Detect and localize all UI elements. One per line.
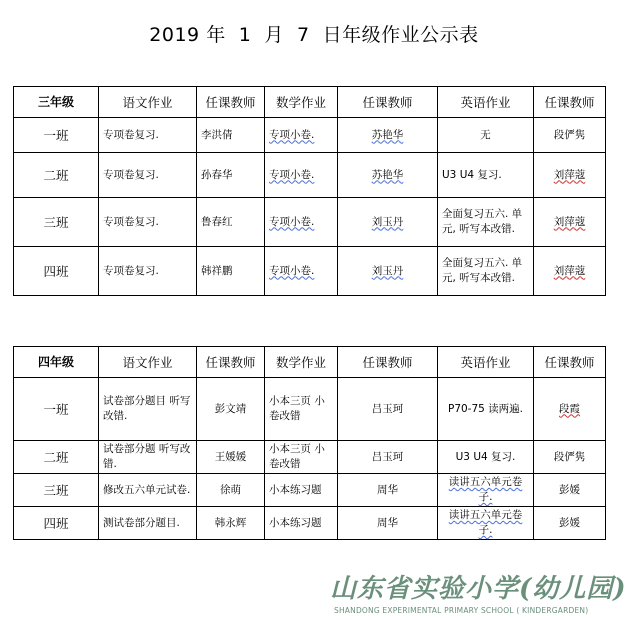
header-chinese-teacher: 任课教师 bbox=[197, 347, 265, 378]
english-teacher: 彭媛 bbox=[534, 507, 606, 540]
english-homework-text: 读讲五六单元卷子. bbox=[448, 476, 523, 503]
grade-label: 三年级 bbox=[14, 87, 99, 118]
page-title: 2019 年 1 月 7 日年级作业公示表 bbox=[149, 24, 479, 46]
math-homework bbox=[265, 247, 338, 296]
chinese-homework: 专项卷复习. bbox=[99, 153, 197, 198]
class-name: 二班 bbox=[14, 153, 99, 198]
chinese-homework: 试卷部分题目 听写改错. bbox=[99, 378, 197, 441]
math-teacher-text: 刘玉丹 bbox=[371, 264, 404, 277]
table-row bbox=[14, 118, 606, 153]
class-name: 四班 bbox=[14, 247, 99, 296]
math-teacher: 周华 bbox=[338, 507, 438, 540]
header-english-teacher: 任课教师 bbox=[534, 347, 606, 378]
math-teacher: 吕玉珂 bbox=[338, 441, 438, 474]
math-homework: 小本练习题 bbox=[265, 507, 338, 540]
math-teacher: 周华 bbox=[338, 474, 438, 507]
english-teacher bbox=[534, 198, 606, 247]
header-math-teacher: 任课教师 bbox=[338, 87, 438, 118]
chinese-homework: 专项卷复习. bbox=[99, 198, 197, 247]
chinese-teacher: 孙春华 bbox=[197, 153, 265, 198]
header-chinese-teacher: 任课教师 bbox=[197, 87, 265, 118]
chinese-homework: 试卷部分题 听写改错. bbox=[99, 441, 197, 474]
english-homework: 全面复习五六. 单元, 听写本改错. bbox=[438, 247, 534, 296]
header-chinese-homework: 语文作业 bbox=[99, 347, 197, 378]
school-logo-chinese: 山东省实验小学(幼儿园) bbox=[330, 574, 627, 604]
math-homework bbox=[265, 153, 338, 198]
math-homework-text: 专项小卷. bbox=[269, 264, 315, 277]
math-homework: 小本练习题 bbox=[265, 474, 338, 507]
table-header-row bbox=[14, 87, 606, 118]
english-teacher bbox=[534, 247, 606, 296]
math-teacher-text: 苏艳华 bbox=[371, 128, 404, 141]
math-teacher bbox=[338, 153, 438, 198]
math-teacher bbox=[338, 247, 438, 296]
math-teacher bbox=[338, 198, 438, 247]
math-teacher bbox=[338, 118, 438, 153]
math-homework-text: 专项小卷. bbox=[269, 215, 315, 228]
chinese-teacher: 韩永辉 bbox=[197, 507, 265, 540]
class-name: 二班 bbox=[14, 441, 99, 474]
header-math-teacher: 任课教师 bbox=[338, 347, 438, 378]
chinese-teacher: 鲁春红 bbox=[197, 198, 265, 247]
math-homework bbox=[265, 118, 338, 153]
math-homework-text: 专项小卷. bbox=[269, 168, 315, 181]
english-homework: U3 U4 复习. bbox=[438, 153, 534, 198]
table-row bbox=[14, 153, 606, 198]
class-name: 三班 bbox=[14, 198, 99, 247]
math-teacher-text: 苏艳华 bbox=[371, 168, 404, 181]
grade4-homework-table bbox=[13, 346, 606, 540]
table-row bbox=[14, 247, 606, 296]
math-homework: 小本三页 小卷改错 bbox=[265, 441, 338, 474]
class-name: 三班 bbox=[14, 474, 99, 507]
chinese-teacher: 李洪倩 bbox=[197, 118, 265, 153]
english-homework: P70-75 读两遍. bbox=[438, 378, 534, 441]
math-homework bbox=[265, 198, 338, 247]
grade-label: 四年级 bbox=[14, 347, 99, 378]
chinese-homework: 测试卷部分题目. bbox=[99, 507, 197, 540]
english-teacher-text: 刘萍蔻 bbox=[553, 264, 586, 277]
table-row bbox=[14, 474, 606, 507]
header-english-teacher: 任课教师 bbox=[534, 87, 606, 118]
header-english-homework: 英语作业 bbox=[438, 347, 534, 378]
english-teacher-text: 刘萍蔻 bbox=[553, 168, 586, 181]
header-math-homework: 数学作业 bbox=[265, 347, 338, 378]
english-homework bbox=[438, 507, 534, 540]
chinese-teacher: 王媛媛 bbox=[197, 441, 265, 474]
english-teacher-text: 刘萍蔻 bbox=[553, 215, 586, 228]
header-english-homework: 英语作业 bbox=[438, 87, 534, 118]
table-header-row bbox=[14, 347, 606, 378]
class-name: 一班 bbox=[14, 378, 99, 441]
english-teacher bbox=[534, 378, 606, 441]
english-teacher: 彭媛 bbox=[534, 474, 606, 507]
header-chinese-homework: 语文作业 bbox=[99, 87, 197, 118]
header-math-homework: 数学作业 bbox=[265, 87, 338, 118]
english-teacher bbox=[534, 153, 606, 198]
chinese-teacher: 徐萌 bbox=[197, 474, 265, 507]
table-row bbox=[14, 441, 606, 474]
grade3-homework-table bbox=[13, 86, 606, 296]
chinese-teacher: 彭文靖 bbox=[197, 378, 265, 441]
english-teacher-text: 段霞 bbox=[559, 402, 580, 415]
school-logo-english: SHANDONG EXPERIMENTAL PRIMARY SCHOOL ( KINDERGARDEN) bbox=[334, 606, 589, 615]
chinese-homework: 专项卷复习. bbox=[99, 247, 197, 296]
english-homework bbox=[438, 474, 534, 507]
english-homework-text: 读讲五六单元卷子. bbox=[448, 509, 523, 536]
table-row bbox=[14, 507, 606, 540]
math-homework: 小本三页 小卷改错 bbox=[265, 378, 338, 441]
chinese-homework: 修改五六单元试卷. bbox=[99, 474, 197, 507]
english-homework: 全面复习五六. 单元, 听写本改错. bbox=[438, 198, 534, 247]
table-row bbox=[14, 198, 606, 247]
english-homework: U3 U4 复习. bbox=[438, 441, 534, 474]
chinese-homework: 专项卷复习. bbox=[99, 118, 197, 153]
english-homework: 无 bbox=[438, 118, 534, 153]
class-name: 一班 bbox=[14, 118, 99, 153]
school-logo bbox=[330, 568, 627, 615]
class-name: 四班 bbox=[14, 507, 99, 540]
english-teacher: 段俨隽 bbox=[534, 118, 606, 153]
math-teacher-text: 刘玉丹 bbox=[371, 215, 404, 228]
table-row bbox=[14, 378, 606, 441]
chinese-teacher: 韩祥鹏 bbox=[197, 247, 265, 296]
english-teacher: 段俨隽 bbox=[534, 441, 606, 474]
math-teacher: 吕玉珂 bbox=[338, 378, 438, 441]
math-homework-text: 专项小卷. bbox=[269, 128, 315, 141]
